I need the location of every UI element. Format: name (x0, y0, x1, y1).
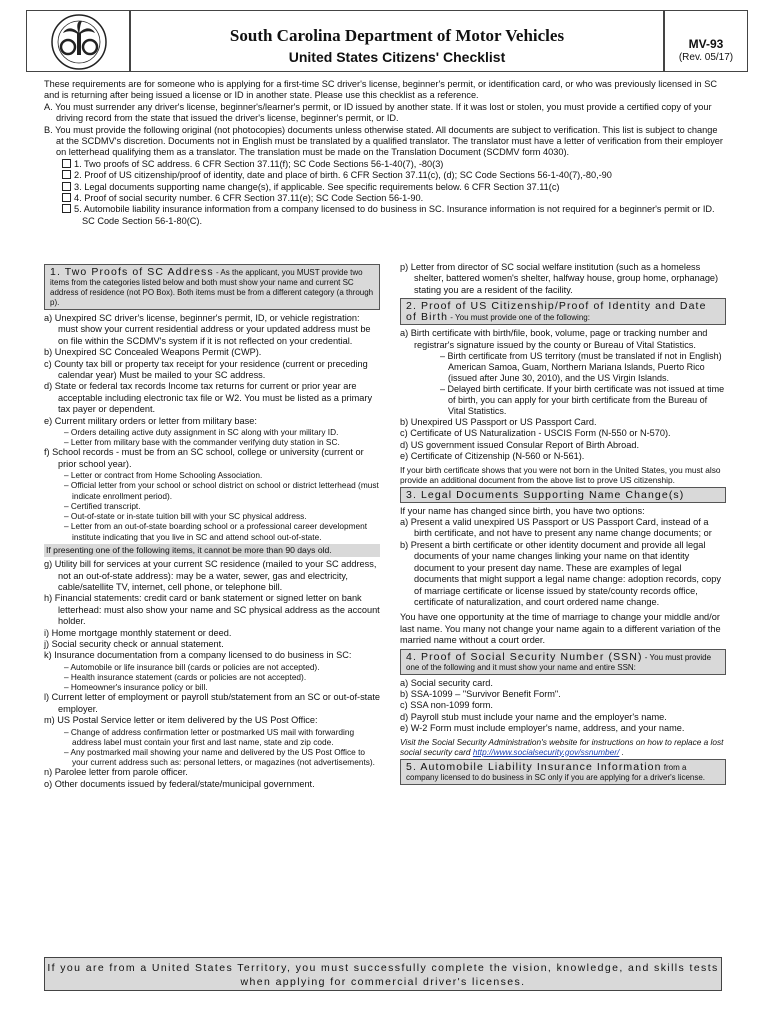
list-item: b) SSA-1099 – "Survivor Benefit Form". (400, 688, 561, 699)
section-5-header: 5. Automobile Liability Insurance Information from a company licensed to do business in SC only if you are applying for a driver's license. (400, 759, 726, 785)
sub-item: – Birth certificate from US territory (must be translated if not in English) American Samoa, Guam, Northern Mariana Islands, Puerto Rico (issued after June 30, 2010), and the US Virgin Islands. (440, 351, 722, 384)
section-3-intro: If your name has changed since birth, you have two options: (400, 505, 645, 516)
list-item: k) Insurance documentation from a company licensed to do business in SC: (44, 650, 352, 661)
list-item: p) Letter from director of SC social welfare institution (such as a homeless shelter, battered women's shelter, halfway house, group home, orphanage) stating you are a resident of the facility. (400, 262, 719, 295)
list-item: c) Certificate of US Naturalization - USCIS Form (N-550 or N-570). (400, 428, 671, 439)
list-item: e) W-2 Form must include employer's name, address, and your name. (400, 723, 685, 734)
list-item: l) Current letter of employment or payroll stub/statement from an SC or out-of-state employer. (44, 692, 380, 714)
checkbox[interactable] (62, 159, 71, 168)
checklist-item[interactable]: 4. Proof of social security number. 6 CFR Section 37.11(e); SC Code Section 56-1-90. (44, 193, 724, 204)
sub-item: – Automobile or life insurance bill (cards or policies are not accepted). (64, 661, 320, 672)
sub-item: – Letter from an out-of-state boarding school or a professional career development institute indicating that you live in SC and attend school out-of-state. (64, 521, 368, 542)
list-item: c) SSA non-1099 form. (400, 700, 493, 711)
checkbox[interactable] (62, 170, 71, 179)
marriage-name-note: You have one opportunity at the time of marriage to change your middle and/or last name. You many not change your name again to a different variation of the married name without a court order. (400, 612, 721, 646)
checklist-item[interactable]: 5. Automobile liability insurance information from a company licensed to do business in SC. Insurance information is not required for a beginner's permit or ID. SC Code Section 56-1-80(C). (44, 204, 724, 227)
checkbox[interactable] (62, 182, 71, 191)
list-item: b) Present a birth certificate or other identity document and provide all legal documents of your name changes linking your name on that identity document to your present day name. These are examples of legal documents that might support a legal name change: adoption records, copy of marriage certificate or license issued by state/county records office, certificate of naturalization, and court ordered name change. (400, 539, 721, 607)
list-item: m) US Postal Service letter or item delivered by the US Post Office: (44, 715, 318, 726)
requirement-a: A. You must surrender any driver's license, beginner's/learner's permit, or ID issued by another state. If it was lost or stolen, you must provide a certified copy of your driving record from the state that issued the driver's license, beginner's permit, or ID. (44, 101, 712, 124)
left-column (44, 262, 380, 790)
right-column (400, 262, 726, 788)
section-2-header: 2. Proof of US Citizenship/Proof of Identity and Date of Birth - You must provide one of the following: (400, 298, 726, 325)
list-item: j) Social security check or annual statement. (44, 638, 224, 649)
list-item: a) Unexpired SC driver's license, beginner's permit, ID, or vehicle registration: must show your current residential address or your updated address must be on file within the SCDMV's system if it is not reflected on your credential. (44, 313, 371, 346)
title-box (130, 10, 664, 72)
checklist-item[interactable]: 1. Two proofs of SC address. 6 CFR Section 37.11(f); SC Code Sections 56-1-40(7), -80(3) (44, 159, 724, 170)
sub-item: – Health insurance statement (cards or policies are not accepted). (64, 671, 307, 682)
birth-certificate-note: If your birth certificate shows that you were not born in the United States, you must also provide an additional document from the above list to prove US citizenship. (400, 464, 721, 485)
list-item: b) Unexpired SC Concealed Weapons Permit (CWP). (44, 347, 262, 358)
form-number: MV-93 (688, 37, 724, 51)
section-3-header: 3. Legal Documents Supporting Name Change(s) (400, 487, 726, 503)
sub-item: – Letter from military base with the commander verifying duty station in SC. (64, 437, 340, 448)
scdmv-palmetto-seal-icon (27, 11, 131, 73)
section-1-header: 1. Two Proofs of SC Address - As the applicant, you MUST provide two items from the categories listed below and both must show your name and current SC address of residence (not PO Box). Both items must be from a different category (a through p). (44, 264, 380, 310)
ninety-day-note: If presenting one of the following items, it cannot be more than 90 days old. (44, 544, 380, 557)
list-item: a) Social security card. (400, 677, 493, 688)
sub-item: – Delayed birth certificate. If your birth certificate was not issued at time of birth, you can apply for your birth certificate from the Bureau of Vital Statistics. (440, 384, 725, 417)
list-item: f) School records - must be from an SC school, college or university (current or prior school year). (44, 447, 364, 469)
section-4-header: 4. Proof of Social Security Number (SSN) - You must provide one of the following and it must show your name and entire SSN: (400, 649, 726, 675)
checklist-item[interactable]: 2. Proof of US citizenship/proof of identity, date and place of birth. 6 CFR Section 37.11(c), (d); SC Code Sections 56-1-40(7),-80,-90 (44, 170, 724, 181)
list-item: g) Utility bill for services at your current SC residence (mailed to your SC address, not an out-of-state address): may be a water, sewer, gas and electricity, cable/satellite TV, internet, cell phone, or telephone bill. (44, 559, 377, 592)
list-item: a) Present a valid unexpired US Passport or US Passport Card, instead of a birth certificate, and not have to present any name change documents; or (400, 517, 712, 539)
sub-item: – Certified transcript. (64, 500, 141, 511)
footer-notice: If you are from a United States Territory, you must successfully complete the vision, knowledge, and skills tests when applying for commercial driver's licenses. (44, 957, 722, 991)
logo-box (26, 10, 130, 72)
sub-item: – Homeowner's insurance policy or bill. (64, 682, 208, 693)
intro-section (44, 79, 724, 227)
checklist-item[interactable]: 3. Legal documents supporting name change(s), if applicable. See specific requirements below. 6 CFR Section 37.11(c) (44, 182, 724, 193)
sub-item: – Orders detailing active duty assignment in SC along with your military ID. (64, 427, 339, 438)
checkbox[interactable] (62, 193, 71, 202)
checkbox[interactable] (62, 204, 71, 213)
sub-item: – Any postmarked mail showing your name and delivered by the US Post Office to your current address such as: personal letters, or magazines (not advertisements). (64, 747, 375, 768)
list-item: e) Certificate of Citizenship (N-560 or N-561). (400, 451, 585, 462)
intro-paragraph: These requirements are for someone who is applying for a first-time SC driver's license, beginner's permit, or identification card, or who was previously licensed in SC and is returning after being issued a license or ID in another state. Please use this checklist as a reference. (44, 79, 717, 101)
page-subtitle: United States Citizens' Checklist (288, 49, 506, 65)
form-header (26, 10, 748, 74)
list-item: o) Other documents issued by federal/state/municipal government. (44, 778, 315, 789)
list-item: d) State or federal tax records Income tax returns for current or prior year are acceptable including electronic tax file or W2. You must be listed as a primary tax payer or dependent. (44, 381, 373, 415)
requirement-b: B. You must provide the following original (not photocopies) documents unless otherwise stated. All documents are subject to verification. This list is subject to change at the SCDMV's discretion. Documents not in English must be translated by a qualified translator. The translator must have a letter of verification from their employer on letterhead qualifying them as a translator. The translation must be made on the Translation Document (SCDMV form 4030). (44, 124, 723, 158)
ssa-link[interactable]: http://www.socialsecurity.gov/ssnumber/ (472, 746, 620, 757)
sub-item: – Official letter from your school or school district on school or district letterhead (must indicate enrollment period). (64, 480, 379, 501)
list-item: e) Current military orders or letter from military base: (44, 415, 257, 426)
list-item: a) Birth certificate with birth/file, book, volume, page or tracking number and registrar's signature issued by the county or Bureau of Vital Statistics. (400, 328, 708, 350)
list-item: n) Parolee letter from parole officer. (44, 767, 188, 778)
form-number-box (664, 10, 748, 72)
form-revision: (Rev. 05/17) (678, 52, 734, 63)
list-item: d) US government issued Consular Report of Birth Abroad. (400, 439, 639, 450)
ssa-note: Visit the Social Security Administration's website for instructions on how to replace a lost social security card http://www.socialsecurity.gov/ssnumber/ . (400, 736, 724, 757)
list-item: i) Home mortgage monthly statement or deed. (44, 627, 232, 638)
list-item: b) Unexpired US Passport or US Passport Card. (400, 417, 597, 428)
list-item: c) County tax bill or property tax receipt for your residence (current or preceding calendar year) Must be mailed to your SC address. (44, 358, 368, 381)
page-title: South Carolina Department of Motor Vehicles (229, 26, 565, 45)
sub-item: – Letter or contract from Home Schooling Association. (64, 470, 263, 481)
sub-item: – Out-of-state or in-state tuition bill with your SC physical address. (64, 511, 307, 522)
list-item: d) Payroll stub must include your name and the employer's name. (400, 711, 667, 722)
list-item: h) Financial statements: credit card or bank statement or signed letter on bank letterhead: must also show your name and SC physical address as the account holder. (44, 593, 380, 627)
sub-item: – Change of address confirmation letter or postmarked US mail with forwarding address label must contain your first and last name, state and zip code. (64, 726, 355, 747)
